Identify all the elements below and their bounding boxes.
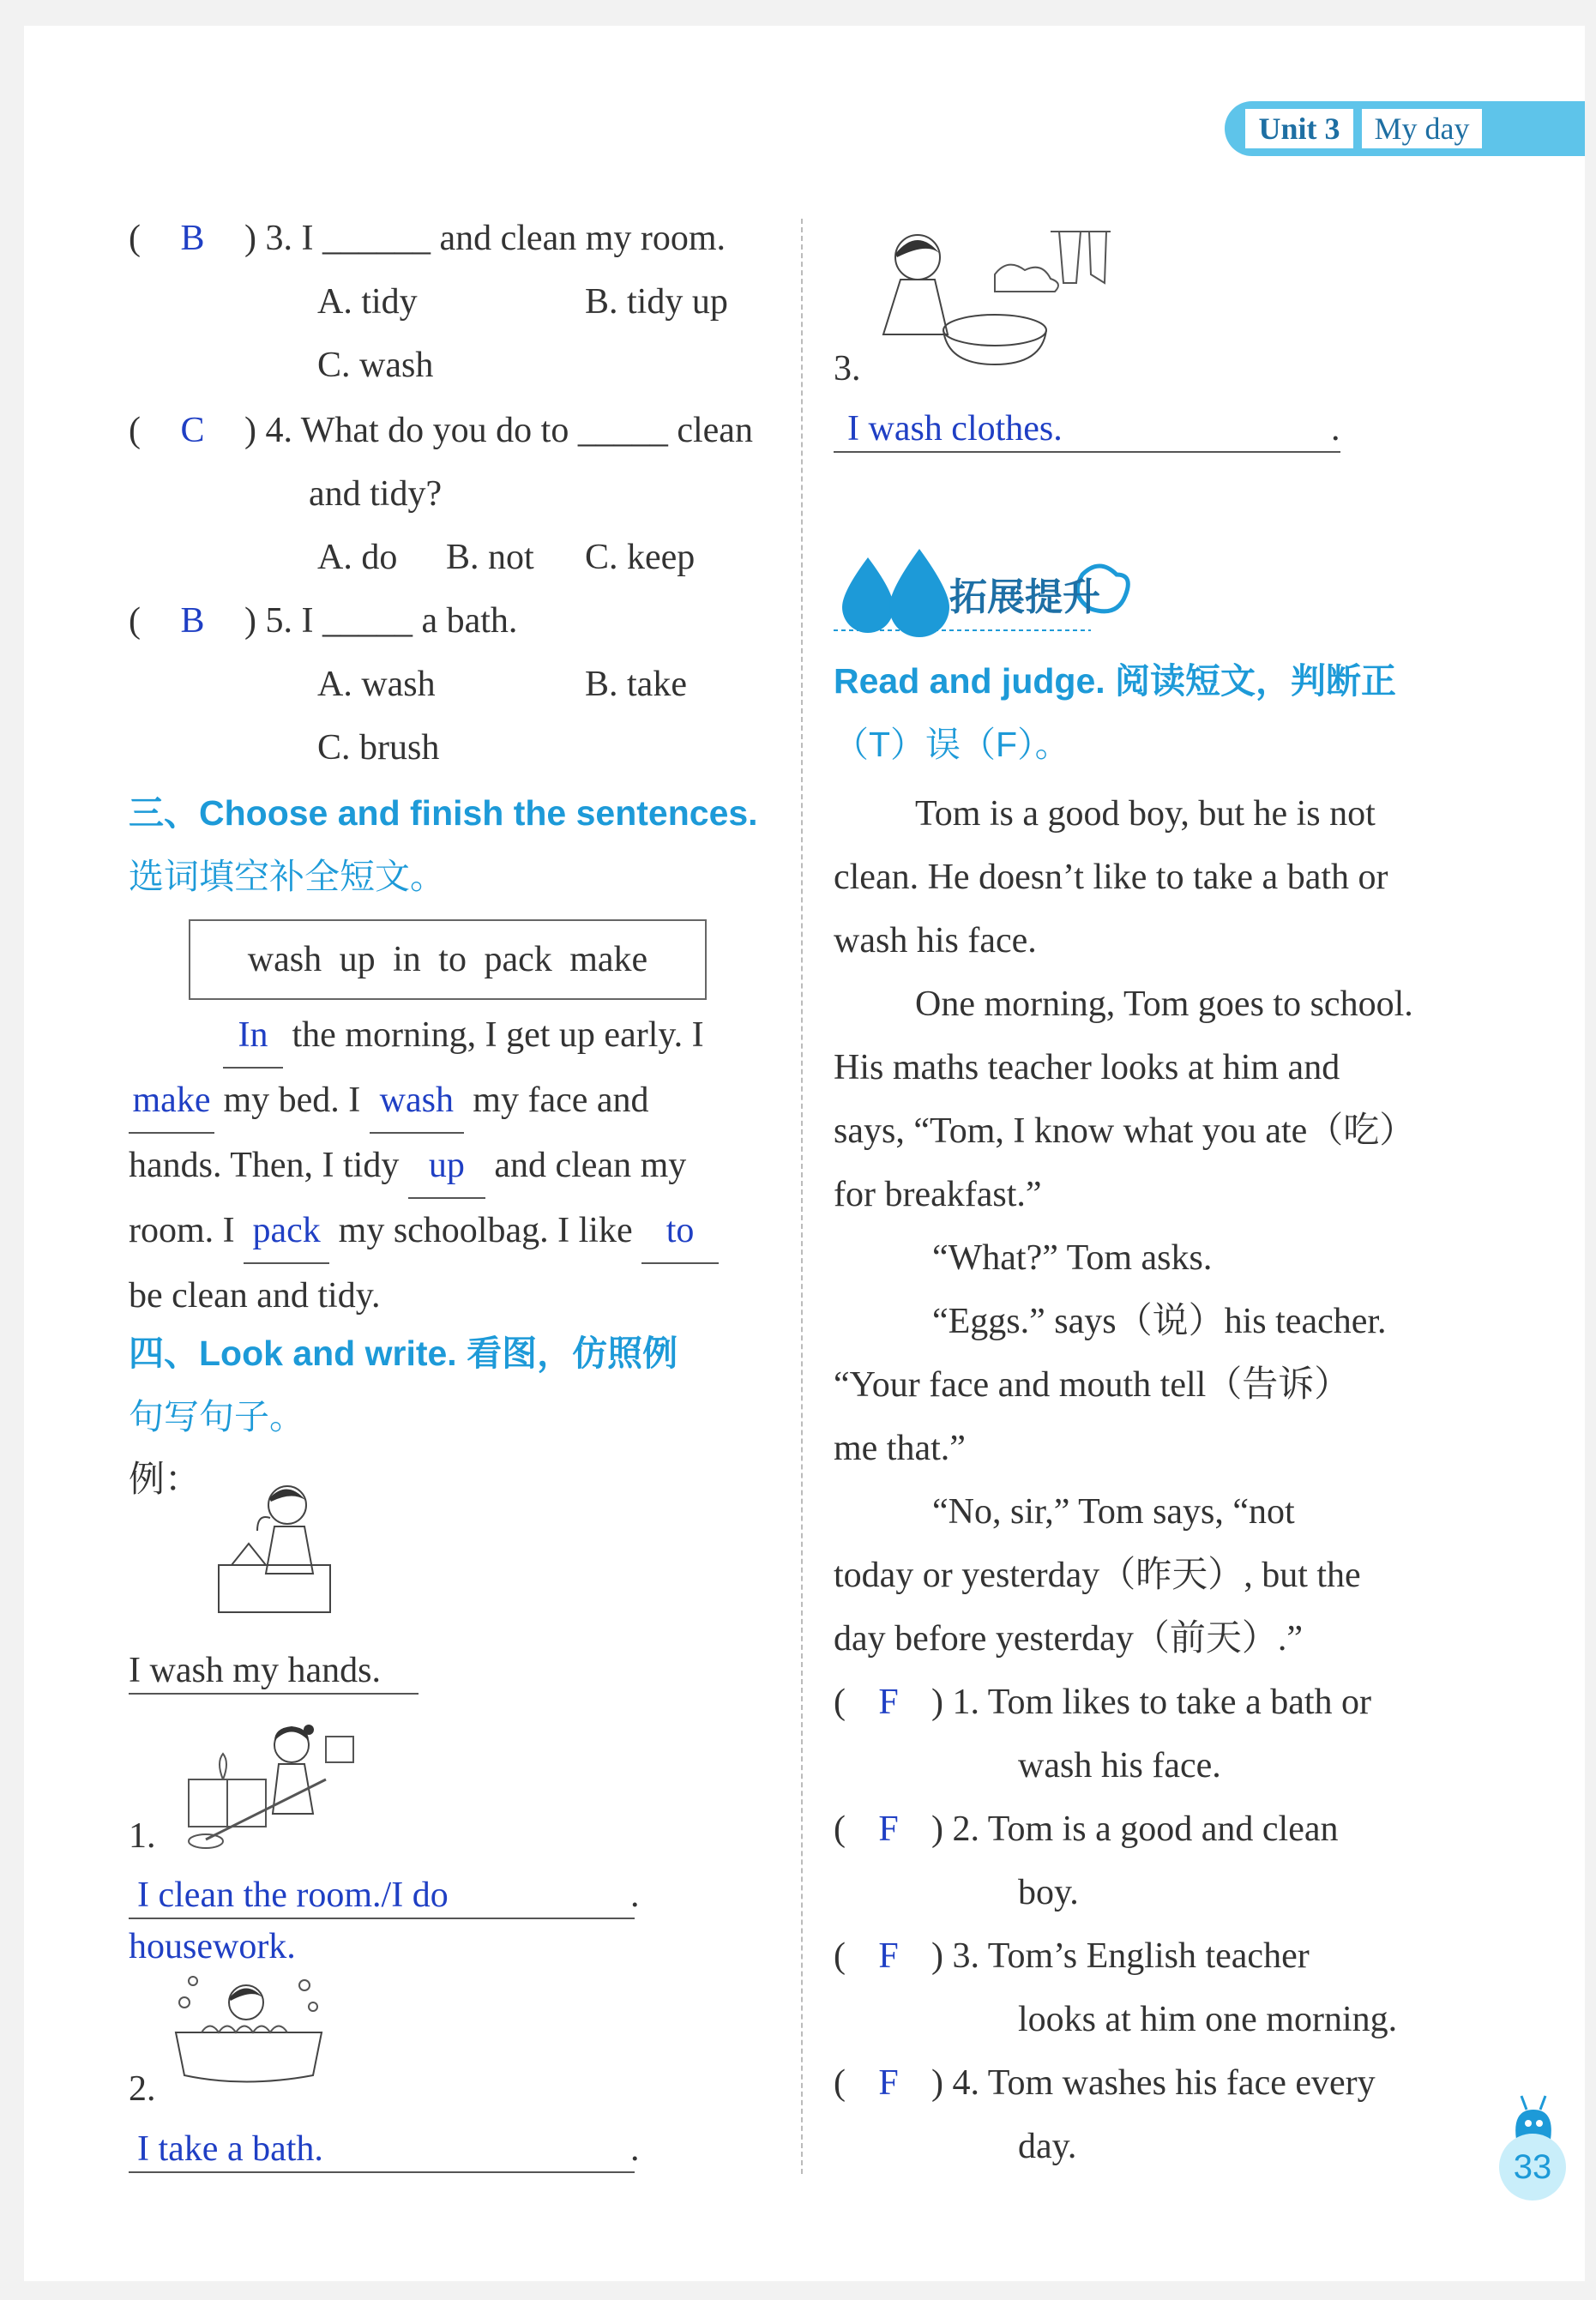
passage-line-3: my face and [473, 1081, 649, 1120]
reading-passage [834, 782, 1468, 1671]
mc-q5-option-c: C. brush [317, 728, 440, 768]
mc-q4-option-b: B. not [446, 538, 534, 577]
judge-1-line1: ) 1. Tom likes to take a bath or [931, 1683, 1372, 1722]
column-divider [801, 219, 803, 2174]
mc-q5-stem: ) 5. I _____ a bath. [244, 601, 518, 641]
passage-line-2: my bed. I [223, 1081, 361, 1120]
reading-line-8: “What?” Tom asks. [932, 1238, 1213, 1278]
example-label: 例： [129, 1460, 202, 1500]
mc-q3-answer: B [180, 219, 205, 258]
reading-line-7: for breakfast.” [834, 1175, 1042, 1214]
unit-label: Unit 3 [1245, 109, 1353, 148]
judge-item-4: ( F ) 4. Tom washes his face every [834, 2051, 1485, 2115]
reading-line-10: “Your face and mouth tell（告诉） [834, 1365, 1351, 1405]
mc-q3: ( B ) 3. I ______ and clean my room. [129, 216, 726, 261]
mc-q4-answer: C [180, 411, 205, 450]
mc-q3-option-c: C. wash [317, 346, 434, 385]
item3-answer: I wash clothes. [834, 406, 1340, 453]
mascot-icon [1508, 2092, 1559, 2140]
extension-title: 拓展提升 [949, 575, 1100, 619]
item2-num: 2. [129, 2069, 156, 2109]
judge-4-line2: day. [1018, 2127, 1077, 2166]
extension-heading: Read and judge. 阅读短文，判断正 [834, 661, 1397, 701]
fill-2: make [129, 1069, 214, 1134]
judge-list [834, 1671, 1485, 2178]
mc-q4-stem-cont: and tidy? [309, 474, 443, 514]
section3-heading: 三、Choose and finish the sentences. [129, 793, 758, 833]
mopping-illustration [172, 1719, 360, 1852]
page-number: 33 [1499, 2134, 1566, 2201]
unit-title: My day [1362, 109, 1482, 148]
judge-1-line2: wash his face. [1018, 1746, 1221, 1785]
reading-line-6: says, “Tom, I know what you ate（吃） [834, 1111, 1416, 1151]
mc-q3-stem: ) 3. I ______ and clean my room. [244, 219, 726, 258]
fill-5: pack [244, 1199, 329, 1264]
judge-1-answer: F [878, 1683, 899, 1722]
section3-heading-cn: 选词填空补全短文。 [129, 857, 445, 896]
passage-line-6: room. I [129, 1211, 235, 1250]
mc-q5-option-a: A. wash [317, 665, 436, 704]
reading-line-2: clean. He doesn’t like to take a bath or [834, 858, 1388, 897]
mc-q4-option-c: C. keep [585, 538, 696, 577]
wash-hands-illustration [214, 1479, 334, 1617]
judge-3-line2: looks at him one morning. [1018, 2000, 1398, 2039]
item1-num: 1. [129, 1816, 156, 1856]
mc-q4: ( C ) 4. What do you do to _____ clean [129, 408, 753, 453]
reading-line-14: day before yesterday（前天）.” [834, 1619, 1303, 1659]
item3-num: 3. [834, 349, 861, 388]
fill-3: wash [370, 1069, 464, 1134]
judge-item-3: ( F ) 3. Tom’s English teacher [834, 1924, 1485, 1988]
judge-item-1: ( F ) 1. Tom likes to take a bath or [834, 1671, 1485, 1734]
judge-item-2: ( F ) 2. Tom is a good and clean [834, 1797, 1485, 1861]
fill-1: In [223, 1003, 283, 1069]
word-box [189, 919, 707, 1000]
mc-q5-option-b: B. take [585, 665, 687, 704]
mc-q5-answer: B [180, 601, 205, 641]
judge-2-line2: boy. [1018, 1873, 1079, 1912]
unit-tab [1225, 101, 1585, 156]
fill-6: to [641, 1199, 719, 1264]
section4-heading: 四、Look and write. 看图，仿照例 [129, 1334, 678, 1373]
mc-q4-option-a: A. do [317, 538, 398, 577]
passage-line-5: and clean my [494, 1146, 687, 1185]
wash-clothes-illustration [866, 223, 1115, 377]
reading-line-11: me that.” [834, 1429, 966, 1468]
mc-q3-option-b: B. tidy up [585, 282, 728, 322]
extension-logo [834, 540, 1142, 635]
section4-heading-cont: 句写句子。 [129, 1397, 304, 1436]
mc-q5: ( B ) 5. I _____ a bath. [129, 599, 517, 643]
judge-3-answer: F [878, 1936, 899, 1976]
reading-line-4: One morning, Tom goes to school. [915, 984, 1413, 1024]
reading-line-13: today or yesterday（昨天）, but the [834, 1556, 1361, 1595]
reading-line-5: His maths teacher looks at him and [834, 1048, 1340, 1087]
fill-4: up [408, 1134, 485, 1199]
extension-heading-cont: （T）误（F）。 [834, 725, 1070, 764]
judge-4-line1: ) 4. Tom washes his face every [931, 2063, 1376, 2103]
passage-line-8: be clean and tidy. [129, 1276, 381, 1316]
mc-q3-option-a: A. tidy [317, 282, 418, 322]
judge-2-answer: F [878, 1809, 899, 1849]
passage-line-4: hands. Then, I tidy [129, 1146, 400, 1185]
reading-line-3: wash his face. [834, 921, 1037, 960]
example-answer: I wash my hands. [129, 1648, 419, 1695]
reading-line-9: “Eggs.” says（说）his teacher. [932, 1302, 1387, 1341]
passage-line-7: my schoolbag. I like [338, 1211, 633, 1250]
judge-4-answer: F [878, 2063, 899, 2103]
judge-2-line1: ) 2. Tom is a good and clean [931, 1809, 1339, 1849]
reading-line-12: “No, sir,” Tom says, “not [932, 1492, 1295, 1532]
mc-q4-stem: ) 4. What do you do to _____ clean [244, 411, 753, 450]
item1-answer-line2: housework. [129, 1927, 296, 1966]
word-box-text: wash up in to pack make [247, 940, 648, 979]
reading-line-1: Tom is a good boy, but he is not [915, 794, 1376, 834]
item1-answer-line1: I clean the room./I do [129, 1873, 635, 1919]
item2-answer: I take a bath. [129, 2127, 635, 2173]
section3-passage [129, 1003, 772, 1328]
bath-illustration [167, 1968, 330, 2088]
judge-3-line1: ) 3. Tom’s English teacher [931, 1936, 1310, 1976]
passage-line-1: the morning, I get up early. I [292, 1015, 704, 1055]
